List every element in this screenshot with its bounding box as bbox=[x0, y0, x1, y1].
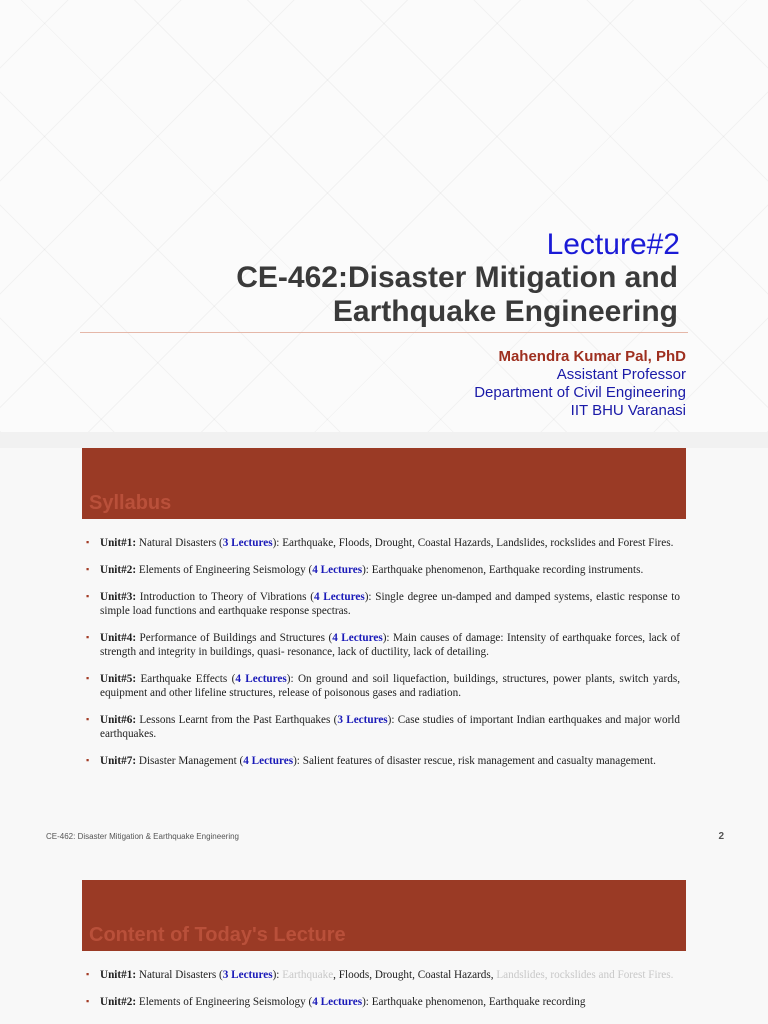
unit-topic: Earthquake Effects bbox=[140, 673, 228, 685]
lecture-number: Lecture#2 bbox=[546, 228, 680, 261]
unit-topic: Introduction to Theory of Vibrations bbox=[139, 591, 307, 603]
list-item: ▪ Unit#7: Disaster Management (4 Lectures): Salient features of disaster rescue, risk management and casualty management. bbox=[84, 754, 680, 768]
unit-label: Unit#2: bbox=[100, 996, 137, 1008]
unit-label: Unit#5: bbox=[100, 673, 137, 685]
syllabus-heading: Syllabus bbox=[89, 492, 172, 514]
unit-topic: Natural Disasters bbox=[138, 537, 217, 549]
unit-label: Unit#3: bbox=[100, 591, 137, 603]
unit-details: , Floods, Drought, Coastal Hazards, bbox=[333, 969, 494, 981]
unit-lecture-count: 4 Lectures bbox=[235, 673, 287, 685]
unit-lecture-count: 4 Lectures bbox=[313, 591, 365, 603]
unit-label: Unit#1: bbox=[100, 537, 137, 549]
list-item: ▪ Unit#5: Earthquake Effects (4 Lectures): On ground and soil liquefaction, buildings, structures, power plants, switch yards, equipment and other lifeline structures, release of poisonous gases and radiation. bbox=[84, 672, 680, 700]
author-name: Mahendra Kumar Pal, PhD bbox=[498, 348, 686, 365]
unit-details: Earthquake phenomenon, Earthquake recording instruments. bbox=[371, 564, 644, 576]
author-block bbox=[474, 348, 686, 420]
unit-lecture-count: 3 Lectures bbox=[337, 714, 388, 726]
content-unit-list bbox=[84, 968, 680, 1022]
unit-label: Unit#1: bbox=[100, 969, 137, 981]
unit-topic: Lessons Learnt from the Past Earthquakes bbox=[139, 714, 331, 726]
author-institute: IIT BHU Varanasi bbox=[570, 402, 686, 419]
unit-lecture-count: 4 Lectures bbox=[332, 632, 383, 644]
course-title-line-2: Earthquake Engineering bbox=[332, 295, 678, 328]
list-item: ▪ Unit#1: Natural Disasters (3 Lectures): Earthquake, Floods, Drought, Coastal Hazards, Landslides, rockslides and Forest Fires. bbox=[84, 968, 680, 982]
unit-details: Earthquake phenomenon, Earthquake recording bbox=[371, 996, 586, 1008]
list-item: ▪ Unit#3: Introduction to Theory of Vibrations (4 Lectures): Single degree un-damped and damped systems, elastic response to simple load functions and earthquake response spectras. bbox=[84, 590, 680, 618]
unit-details: Main causes of damage: Intensity of earthquake forces, lack of strength and integrity in buildings, quasi- resonance, lack of ductility, lack of detailing. bbox=[100, 632, 681, 658]
unit-lecture-count: 4 Lectures bbox=[312, 996, 363, 1008]
syllabus-banner bbox=[82, 448, 686, 519]
unit-lecture-count: 4 Lectures bbox=[312, 564, 363, 576]
unit-label: Unit#7: bbox=[100, 755, 137, 767]
unit-lecture-count: 3 Lectures bbox=[222, 537, 273, 549]
unit-details: Case studies of important Indian earthquakes and major world earthquakes. bbox=[100, 714, 680, 740]
unit-details-faded: Earthquake bbox=[282, 969, 334, 981]
course-title bbox=[236, 261, 678, 329]
unit-topic: Disaster Management bbox=[138, 755, 237, 767]
title-slide bbox=[0, 0, 768, 432]
course-title-line-1: CE-462:Disaster Mitigation and bbox=[236, 261, 678, 294]
unit-details: Earthquake, Floods, Drought, Coastal Hazards, Landslides, rockslides and Forest Fires. bbox=[282, 537, 674, 549]
unit-lecture-count: 3 Lectures bbox=[222, 969, 273, 981]
list-item: ▪ Unit#4: Performance of Buildings and Structures (4 Lectures): Main causes of damage: Intensity of earthquake forces, lack of strength and integrity in buildings, quasi- resonance, lack of ductility, lack of detailing. bbox=[84, 631, 680, 659]
author-department: Department of Civil Engineering bbox=[474, 384, 686, 401]
unit-label: Unit#6: bbox=[100, 714, 137, 726]
unit-topic: Performance of Buildings and Structures bbox=[139, 632, 325, 644]
page-number: 2 bbox=[718, 831, 724, 842]
title-divider bbox=[80, 332, 688, 333]
slide-footer: CE-462: Disaster Mitigation & Earthquake Engineering bbox=[46, 832, 239, 841]
slide-separator bbox=[0, 432, 768, 448]
unit-details: Single degree un-damped and damped systems, elastic response to simple load functions and earthquake response spectras. bbox=[100, 591, 680, 617]
unit-details-faded: Landslides, rockslides and Forest Fires. bbox=[496, 969, 674, 981]
unit-topic: Natural Disasters bbox=[138, 969, 217, 981]
syllabus-unit-list bbox=[84, 536, 680, 781]
unit-label: Unit#2: bbox=[100, 564, 137, 576]
list-item: ▪ Unit#2: Elements of Engineering Seismology (4 Lectures): Earthquake phenomenon, Earthquake recording bbox=[84, 995, 680, 1009]
unit-topic: Elements of Engineering Seismology bbox=[138, 564, 306, 576]
list-item: ▪ Unit#6: Lessons Learnt from the Past Earthquakes (3 Lectures): Case studies of important Indian earthquakes and major world earthquakes. bbox=[84, 713, 680, 741]
unit-label: Unit#4: bbox=[100, 632, 137, 644]
unit-lecture-count: 4 Lectures bbox=[243, 755, 294, 767]
list-item: ▪ Unit#2: Elements of Engineering Seismology (4 Lectures): Earthquake phenomenon, Earthquake recording instruments. bbox=[84, 563, 680, 577]
unit-details: Salient features of disaster rescue, risk management and casualty management. bbox=[302, 755, 656, 767]
content-banner bbox=[82, 880, 686, 951]
unit-topic: Elements of Engineering Seismology bbox=[138, 996, 306, 1008]
list-item: ▪ Unit#1: Natural Disasters (3 Lectures): Earthquake, Floods, Drought, Coastal Hazards, Landslides, rockslides and Forest Fires. bbox=[84, 536, 680, 550]
unit-details: On ground and soil liquefaction, buildings, structures, power plants, switch yards, equipment and other lifeline structures, release of poisonous gases and radiation. bbox=[100, 673, 680, 699]
content-heading: Content of Today's Lecture bbox=[89, 924, 346, 946]
author-position: Assistant Professor bbox=[556, 366, 686, 383]
